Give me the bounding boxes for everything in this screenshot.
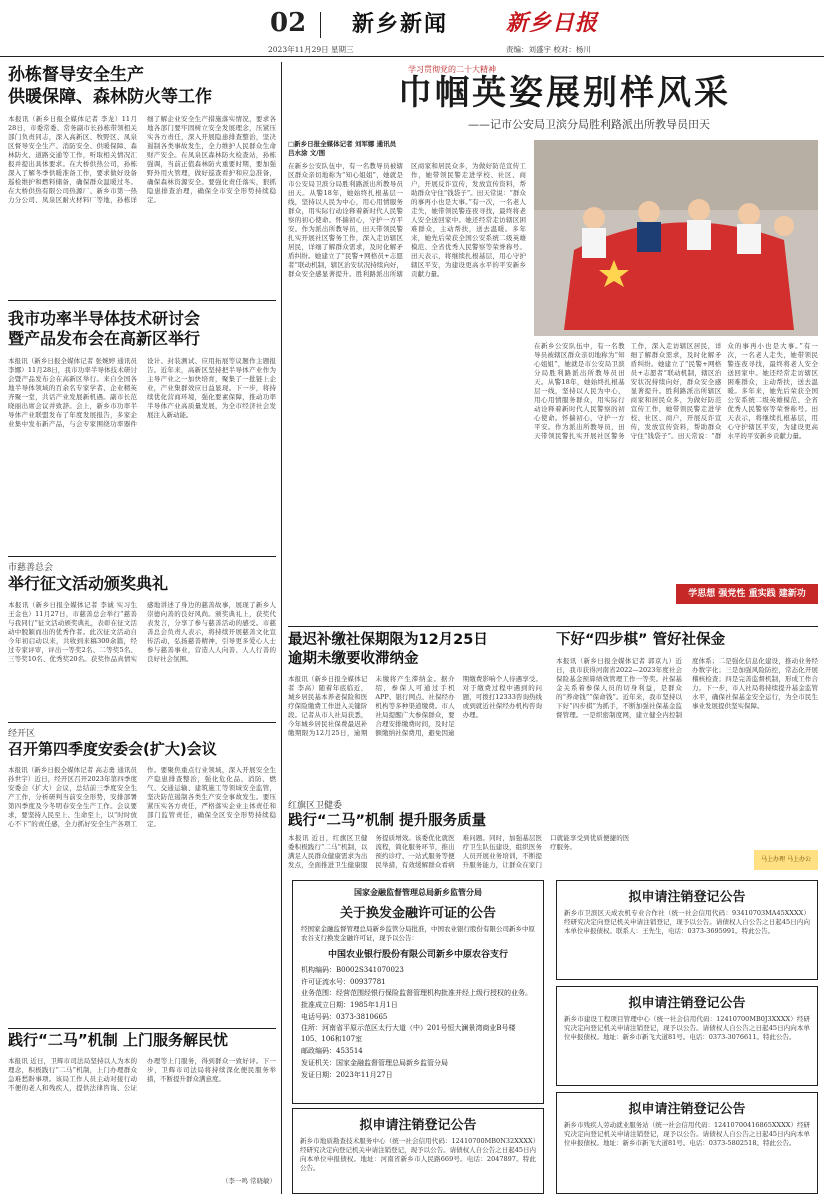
headline-line1: 最迟补缴社保期限为12月25日 <box>288 632 488 648</box>
license-bank: 中国农业银行股份有限公司新乡中原农谷支行 <box>327 950 508 960</box>
license-title: 关于换发金融许可证的公告 <box>339 906 496 921</box>
article-health-commission <box>288 798 818 876</box>
notice-box <box>556 880 818 980</box>
divider <box>8 300 276 301</box>
hero-subtitle: ——记市公安局卫滨分局胜利路派出所教导员田天 <box>468 118 710 131</box>
article-body: 本报讯（新乡日报全媒体记者 李诚 实习生 王金也）11月27日，市慈善总会举行“慈善与我同行”征文活动颁奖典礼，表彰在征文活动中脱颖而出的优秀作者。此次征文活动自今年初启动以来，共收到来稿300余篇，经过专家评审，评出一等奖2名、二等奖5名、三等奖10名、优秀奖20名。获奖作品真情实感地讲述了身边的慈善故事，展现了新乡人崇德向善的良好风尚。颁奖典礼上，获奖代表发言，分享了参与慈善活动的感受。市慈善总会负责人表示，将持续开展慈善文化宣传活动，弘扬慈善精神，引导更多爱心人士参与慈善事业，营造人人向善、人人行善的良好社会氛围。 <box>8 601 276 664</box>
notice-box <box>556 986 818 1086</box>
ad-block: 马上办理 马上办公 <box>754 850 818 870</box>
divider <box>288 626 818 627</box>
article-semiconductor <box>8 310 276 540</box>
article-safety-committee <box>8 726 276 1026</box>
notice-title: 拟申请注销登记公告 <box>628 1102 746 1117</box>
license-row: 住所：河南省平原示范区太行大道（中）201号恒大澜景湾商业B号楼105、106和107室 <box>301 1024 516 1043</box>
kicker: 经开区 <box>8 729 36 739</box>
kicker: 红旗区卫健委 <box>288 801 343 811</box>
article-charity <box>8 560 276 720</box>
date-line: 2023年11月29日 星期三 <box>268 45 354 54</box>
article-door-service <box>8 1032 276 1196</box>
article-body: 本报讯 近日，卫辉市司法局坚持以人为本的理念，积极践行“二马”机制，上门办理群众急难愁盼事项。该局工作人员主动对接行动不便的老人和残疾人，提供法律咨询、公证办理等上门服务，得到群众一致好评。下一步，卫辉市司法局将持续深化便民服务举措，不断提升群众满意度。 <box>8 1057 276 1093</box>
column-rule <box>281 62 282 1194</box>
license-row: 电话号码：0373-3810665 <box>301 1013 388 1021</box>
divider <box>8 556 276 557</box>
page-number: 02 <box>270 8 307 38</box>
license-row: 发证日期：2023年11月27日 <box>301 1071 393 1079</box>
article-body: 在新乡公安队伍中，有一名教导员被辖区群众亲切地称为“知心姐姐”，她就是市公安局卫滨分局胜利路派出所教导员田天。从警18年，她始终扎根基层一线，坚持以人民为中心，用心用情服务群众，用实际行动诠释着新时代人民警察的初心使命。怀揣初心，守护一方平安。作为派出所教导员，田天带领民警扎实开展社区警务工作，深入走访辖区居民，详细了解群众需求，及时化解矛盾纠纷。她建立了“民警+网格员+志愿者”联动机制，辖区治安状况持续向好，群众安全感显著提升。胜利路派出所辖区商家和居民众多，为做好防范宣传工作，她带领民警走进学校、社区、商户，开展反诈宣传，发放宣传资料，帮助群众守住“钱袋子”。田天常说：“群众的事再小也是大事。”有一次，一名老人走失，她带领民警连夜寻找，最终将老人安全送回家中。她还经常走访辖区困难群众，主动帮扶，送去温暖。多年来，她先后荣获全国公安系统二级英雄模范、全省优秀人民警察等荣誉称号。田天表示，将继续扎根基层，用心守护辖区平安，为建设更高水平的平安新乡贡献力量。 <box>288 162 526 278</box>
notice-body: 新乡市地质勘查技术服务中心（统一社会信用代码：12410700MB0N32XXXX）经研究决定向登记机关申请注销登记，现予以公告。请债权人自公告之日起45日内向本单位申报债权。地址：河南省新乡市人民路669号。电话：2047897。特此公告。 <box>300 1137 536 1172</box>
license-row: 邮政编码：453514 <box>301 1047 363 1055</box>
hero-kicker: 学习贯彻党的二十大精神 <box>408 65 496 74</box>
notice-title: 拟申请注销登记公告 <box>359 1118 477 1133</box>
divider <box>8 722 276 723</box>
headline-line1: 我市功率半导体技术研讨会 <box>8 309 201 328</box>
license-agency: 国家金融监督管理总局新乡监管分局 <box>354 888 482 897</box>
slogan-banner: 学思想 强党性 重实践 建新功 <box>676 584 818 604</box>
article-body-continued: 在新乡公安队伍中，有一名教导员被辖区群众亲切地称为“知心姐姐”，她就是市公安局卫滨分局胜利路派出所教导员田天。从警18年，她始终扎根基层一线，坚持以人民为中心，用心用情服务群众，用实际行动诠释着新时代人民警察的初心使命。怀揣初心，守护一方平安。作为派出所教导员，田天带领民警扎实开展社区警务工作，深入走访辖区居民，详细了解群众需求，及时化解矛盾纠纷。她建立了“民警+网格员+志愿者”联动机制，辖区治安状况持续向好，群众安全感显著提升。胜利路派出所辖区商家和居民众多，为做好防范宣传工作，她带领民警走进学校、社区、商户，开展反诈宣传，发放宣传资料，帮助群众守住“钱袋子”。田天常说：“群众的事再小也是大事。”有一次，一名老人走失，她带领民警连夜寻找，最终将老人安全送回家中。她还经常走访辖区困难群众，主动帮扶，送去温暖。多年来，她先后荣获全国公安系统二级英雄模范、全省优秀人民警察等荣誉称号。田天表示，将继续扎根基层，用心守护辖区平安，为建设更高水平的平安新乡贡献力量。 <box>534 342 818 440</box>
article-social-insurance <box>288 632 542 792</box>
headline-line2: 逾期未缴要收滞纳金 <box>288 650 419 667</box>
kicker: 市慈善总会 <box>8 563 54 573</box>
article-body: 本报讯（新乡日报全媒体记者 郭京九）近日，我市获得河南省2022—2023年度社会保险基金预算绩效管理工作一等奖。社保基金关系着参保人员的切身利益，是群众的“养命钱”“保命钱”。近年来，我市坚持以下好“四步棋”为抓手，不断加强社保基金监督管理。一是织密制度网，建立健全内控制度体系；二是强化信息化建设，推动业务经办数字化；三是加强风险防控，常态化开展稽核检查；四是完善监督机制，形成工作合力。下一步，市人社局将持续提升基金监管水平，确保社保基金安全运行，为全市民生事业发展提供坚实保障。 <box>556 656 818 719</box>
article-sun-dong <box>8 66 276 294</box>
hero-byline: □新乡日报全媒体记者 刘军娜 通讯员 吕水涂 文/图 <box>288 140 397 157</box>
article-body: 本报讯（新乡日报全媒体记者 李高）随着年底临近，城乡居民基本养老保险和医疗保险缴费工作进入关键阶段。记者从市人社局获悉，今年城乡居民社保费最迟补缴期限为12月25日，逾期未缴将产生滞纳金。据介绍，参保人可通过手机APP、银行网点、社保经办机构等多种渠道缴费。市人社局提醒广大参保群众，要合理安排缴费时间，及时足额缴纳社保费用，避免因逾期缴费影响个人待遇享受。对于缴费过程中遇到的问题，可拨打12333咨询热线或到就近社保经办机构咨询办理。 <box>288 675 542 738</box>
article-hero <box>288 62 818 622</box>
editor-line: 责编：刘盛宇 校对：杨川 <box>506 45 591 54</box>
license-row: 业务范围：经营范围经银行保险监督管理机构批准并经上级行授权的业务。 <box>301 989 532 997</box>
notice-body: 新乡市残疾人劳动就业服务站（统一社会信用代码：12410700416865XXXX）经研究决定向登记机关申请注销登记，现予以公告。请债权人自公告之日起45日内向本单位申报债权。地址：新乡市新飞大道81号。电话：0373-5802518。特此公告。 <box>564 1121 810 1147</box>
headline: 举行征文活动颁奖典礼 <box>8 574 169 593</box>
license-row: 机构编码：B0002S341070023 <box>301 966 404 974</box>
headline: 践行“二马”机制 提升服务质量 <box>288 813 487 829</box>
headline: 践行“二马”机制 上门服务解民忧 <box>8 1031 228 1049</box>
headline: 召开第四季度安委会(扩大)会议 <box>8 740 217 758</box>
article-body: 本报讯（新乡日报全媒体记者 高志勇 通讯员 孙世宇）近日，经开区召开2023年第四季度安委会（扩大）会议，总结前三季度安全生产工作，分析研判当前安全形势，安排部署第四季度及今冬明春安全生产工作。会议要求，要坚持人民至上、生命至上，以“时时放心不下”的责任感，全力抓好安全生产各项工作。要聚焦重点行业领域，深入开展安全生产隐患排查整治，强化危化品、消防、燃气、交通运输、建筑施工等领域安全监管，坚决防范遏制各类生产安全事故发生。要压紧压实各方责任，严格落实企业主体责任和部门监管责任，确保全区安全形势持续稳定。 <box>8 766 276 829</box>
headline-line2: 暨产品发布会在高新区举行 <box>8 329 201 349</box>
notice-box <box>556 1092 818 1194</box>
license-notice <box>292 880 544 1104</box>
masthead <box>0 0 824 58</box>
notice-title: 拟申请注销登记公告 <box>628 890 746 905</box>
article-body: 本报讯（新乡日报全媒体记者 李龙）11月28日，市委常委、常务副市长孙栋带领相关部门负责同志，深入高新区、牧野区、凤泉区督导安全生产、消防安全、供暖保障、森林防火、道路交通等工作，听取相关情况汇报并提出具体要求。在大桥供热公司，孙栋深入了解冬季供暖准备工作，要求做好设备巡检维护和燃料储备，确保群众温暖过冬。在大桥供热有限公司热源厂、新乡市第一热力分公司、凤泉区耐火材料厂等地，孙栋详细了解企业安全生产措施落实情况，要求各地各部门要牢固树立安全发展理念，压紧压实各方责任，深入开展隐患排查整治，坚决遏制各类事故发生，全力维护人民群众生命财产安全。在凤泉区森林防火检查站，孙栋强调，当前正值森林防火重要时期，要加强野外用火管理，做好巡查看护和应急准备，确保森林资源安全。要强化责任落实，狠抓隐患排查治理，确保全市安全形势持续稳定。 <box>8 115 276 205</box>
article-body: 本报讯（新乡日报全媒体记者 张婉婷 通讯员 李娜）11月28日，我市功率半导体技术研讨会暨产品发布会在高新区举行。来自全国各地半导体领域的百余名专家学者、企业精英齐聚一堂，共话产业发展新机遇。副市长范晓丽出席会议并致辞。会上，新乡市功率半导体产业联盟发布了年度发展报告，多家企业集中发布新产品，与会专家围绕功率器件设计、封装测试、应用拓展等议题作主题报告。近年来，高新区坚持把半导体产业作为主导产业之一加快培育，聚集了一批链上企业，产业集群效应日益显现。下一步，将持续优化营商环境，强化要素保障，推动功率半导体产业高质量发展，为全市经济社会发展注入新动能。 <box>8 356 276 428</box>
author-credit: （李一鸣 常晓敏） <box>221 1177 276 1186</box>
license-row: 发证机关：国家金融监督管理总局新乡监管分局 <box>301 1059 448 1067</box>
license-row: 批准成立日期：1985年1月1日 <box>301 1001 398 1009</box>
photo-illustration <box>534 140 818 336</box>
notice-title: 拟申请注销登记公告 <box>628 996 746 1011</box>
license-lead: 经国家金融监督管理总局新乡监管分局批准，中国农业银行股份有限公司新乡中原农谷支行换发金融许可证，现予以公告： <box>301 925 535 942</box>
notice-body: 新乡市建设工程项目管理中心（统一社会信用代码：12410700MB0J3XXXX）经研究决定向登记机关申请注销登记，现予以公告。请债权人自公告之日起45日内向本单位申报债权。地址：新乡市新飞大道81号。电话：0373-3076611。特此公告。 <box>564 1015 810 1041</box>
masthead-rule <box>0 56 824 57</box>
hero-title: 巾帼英姿展别样风采 <box>398 73 731 113</box>
headline-line2: 供暖保障、森林防火等工作 <box>8 86 212 107</box>
license-rows <box>301 964 535 1081</box>
article-body: 本报讯 近日，红旗区卫健委积极践行“二马”机制，以满足人民群众健康需求为出发点，全面推进卫生健康服务提质增效。该委优化就医流程，简化服务环节，推出预约诊疗、一站式服务等便民举措，有效缓解群众看病难问题。同时，加强基层医疗卫生队伍建设，组织医务人员开展业务培训，不断提升服务能力，让群众在家门口就能享受到优质便捷的医疗服务。 <box>288 833 630 869</box>
hero-photo <box>534 140 818 336</box>
headline: 下好“四步棋” 管好社保金 <box>556 632 726 648</box>
notice-body: 新乡市卫滨区天成农机专业合作社（统一社会信用代码：93410703MA45XXXX）经研究决定向登记机关申请注销登记，现予以公告。请债权人自公告之日起45日内向本单位申报债权。联系人：王先生，电话：0373-3695991。特此公告。 <box>564 909 810 935</box>
brand-logo: 新乡日报 <box>506 10 599 36</box>
headline-line1: 孙栋督导安全生产 <box>8 65 144 85</box>
divider <box>8 1028 276 1029</box>
license-row: 许可证流水号：00937781 <box>301 978 386 986</box>
masthead-divider <box>320 12 321 38</box>
notice-box <box>292 1108 544 1194</box>
section-title: 新乡新闻 <box>352 12 449 37</box>
